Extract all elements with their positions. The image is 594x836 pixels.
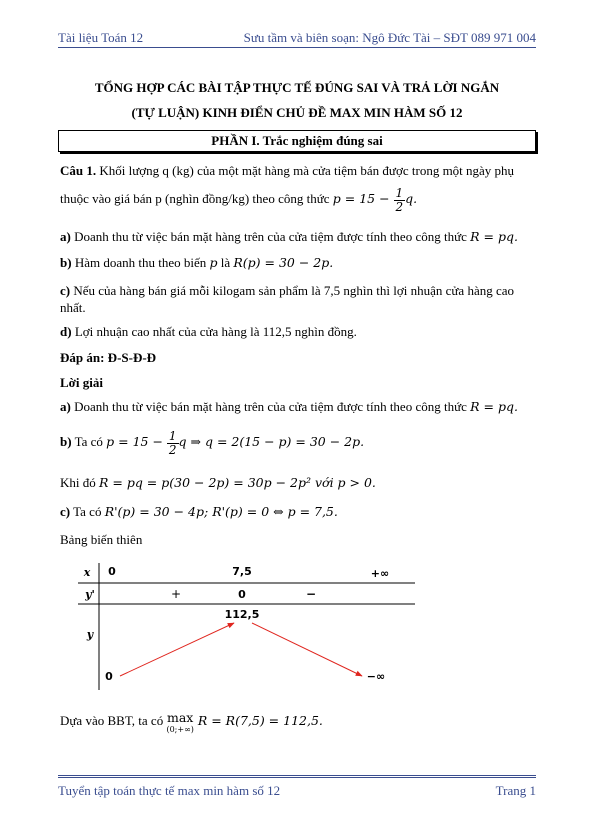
header-left-text: Tài liệu Toán 12 [58,30,144,45]
y-value-0: 0 [105,670,113,683]
x-value-1: 7,5 [232,565,252,578]
conclusion [60,712,536,736]
conclusion-formula: R = R(7,5) = 112,5. [193,713,323,728]
max-operator: max [166,710,194,725]
solution-a-text: Doanh thu từ việc bán mặt hàng trên của cửa tiệm được tính theo công thức [70,399,471,414]
question-text-2: thuộc vào giá bán p (nghìn đồng/kg) theo công thức [60,191,333,206]
solution-heading: Lời giải [60,375,103,390]
statement-b-mid: là [217,255,234,270]
solution-c-formula: R'(p) = 30 − 4p; R'(p) = 0 ⇔ p = 7,5. [104,504,338,519]
fraction-denominator: 2 [168,442,177,457]
solution-c-label: c) [60,504,71,519]
max-subscript: (0;+∞) [166,725,194,734]
conclusion-text: Dựa vào BBT, ta có [60,713,167,728]
conclusion-max [166,712,193,736]
statement-a-text: Doanh thu từ việc bán mặt hàng trên của cửa tiệm được tính theo công thức [70,229,471,244]
statement-a-label: a) [60,229,71,244]
decreasing-arrow [252,623,362,676]
header-right-text: Sưu tầm và biên soạn: Ngô Đức Tài – SĐT 089 971 004 [243,30,536,45]
increasing-arrow [120,623,234,676]
sign-2: − [305,587,317,601]
row-label-x: x [83,566,91,579]
solution-a-formula: R = pq. [470,399,518,414]
khi-do-text: Khi đó [60,475,99,490]
statement-b-var: p [209,255,218,270]
y-value-2: −∞ [366,670,386,683]
statement-c-label: c) [60,283,71,298]
question-formula-lhs: p = 15 − [332,191,394,206]
khi-do-formula: R = pq = p(30 − 2p) = 30p − 2p² với p > 0. [99,475,376,490]
footer-left-text: Tuyển tập toán thực tế max min hàm số 12 [58,783,281,798]
document-title-line-1: TỔNG HỢP CÁC BÀI TẬP THỰC TẾ ĐÚNG SAI VÀ TRẢ LỜI NGẮN [94,80,500,95]
fraction-denominator: 2 [395,199,404,214]
row-label-y: y [86,628,94,641]
footer-divider [58,775,536,781]
part-heading: PHẦN I. Trắc nghiệm đúng sai [58,130,536,152]
statement-b-label: b) [60,255,72,270]
x-value-0: 0 [108,565,116,578]
solution-b-text: Ta có [71,434,107,449]
fraction-numerator: 1 [168,428,177,443]
bbt-label: Bảng biến thiên [60,532,143,547]
x-value-2: +∞ [370,567,390,580]
row-label-yprime: y' [85,588,95,601]
answer-key: Đáp án: Đ-S-Đ-Đ [60,350,157,365]
statement-b-text: Hàm doanh thu theo biến [71,255,210,270]
sign-0: + [170,587,182,601]
statement-c-text-2: nhất. [60,300,86,315]
document-title-line-2: (TỰ LUẬN) KINH ĐIỂN CHỦ ĐỀ MAX MIN HÀM SỐ 12 [131,105,463,120]
fraction-numerator: 1 [395,185,404,200]
statement-b-formula: R(p) = 30 − 2p. [233,255,334,270]
statement-a-formula: R = pq. [470,229,518,244]
solution-b-rhs: q ⇒ q = 2(15 − p) = 30 − 2p. [178,434,365,449]
sign-1: 0 [238,588,246,601]
y-value-1: 112,5 [224,608,260,621]
solution-b-lhs: p = 15 − [106,434,167,449]
footer-page-number: Trang 1 [495,783,536,798]
statement-c-text-1: Nếu của hàng bán giá mỗi kilogam sản phẩm là 7,5 nghìn thì lợi nhuận cửa hàng cao [70,283,515,298]
question-text-1: Khối lượng q (kg) của một mặt hàng mà cửa tiệm bán được trong một ngày phụ [96,163,515,178]
question-label: Câu 1. [60,163,97,178]
statement-d-label: d) [60,324,72,339]
statement-d-text: Lợi nhuận cao nhất của cửa hàng là 112,5 nghìn đồng. [71,324,357,339]
solution-c-text: Ta có [70,504,105,519]
solution-a-label: a) [60,399,71,414]
solution-b-label: b) [60,434,72,449]
question-formula-rhs: q. [405,191,418,206]
